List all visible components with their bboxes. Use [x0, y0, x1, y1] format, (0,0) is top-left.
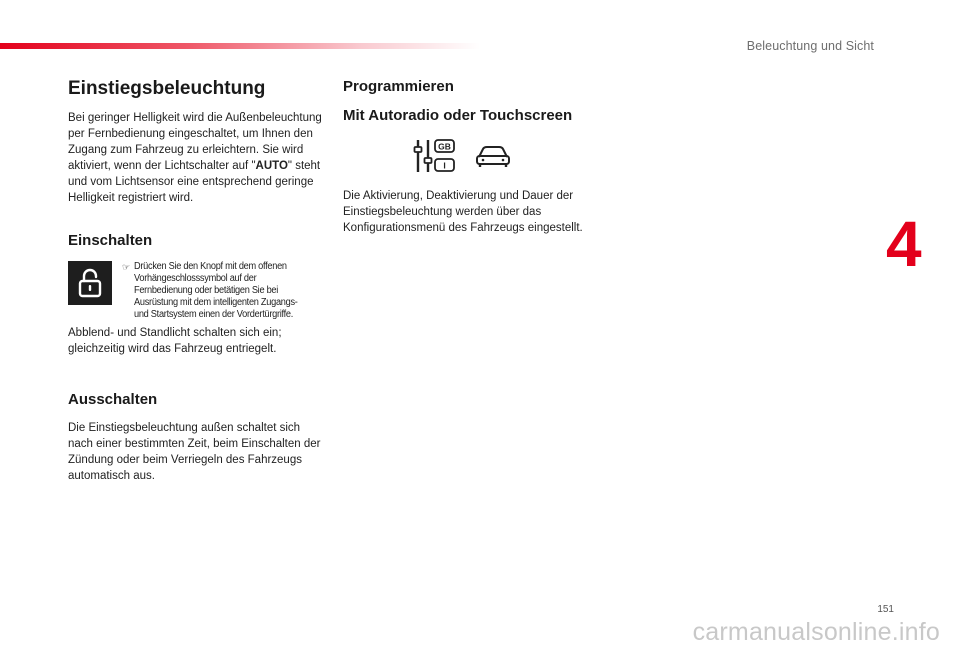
ausschalten-text: Die Einstiegsbeleuchtung außen schaltet sich nach einer bestimmten Zeit, beim Einschalten der Zündung oder beim Verriegeln des Fahrzeugs automatisch aus.	[68, 422, 321, 482]
left-column	[68, 78, 328, 484]
einschalten-result: Abblend- und Standlicht schalten sich ein; gleichzeitig wird das Fahrzeug entriegelt.	[68, 327, 282, 355]
menu-icons	[413, 138, 613, 174]
auto-keyword: AUTO	[255, 160, 288, 172]
step-text: Drücken Sie den Knopf mit dem offenen Vorhängeschlosssymbol auf der Fernbedienung oder betätigen Sie bei Ausrüstung mit dem intelligenten Zugangs- und Startsystem einen der Vordertürgriffe.	[134, 261, 298, 320]
open-padlock-icon	[68, 261, 112, 305]
settings-sliders-icon	[413, 138, 457, 174]
right-column	[343, 78, 613, 236]
running-header: Beleuchtung und Sicht	[746, 39, 874, 53]
intro-paragraph: Bei geringer Helligkeit wird die Außenbeleuchtung per Fernbedienung eingeschaltet, um Ihnen den Zugang zum Fahrzeug zu erleichtern. Sie wird aktiviert, wenn der Lichtschalter auf "AUTO" steht und vom Lichtsensor eine entsprechend geringe Helligkeit registriert wird.	[68, 112, 322, 204]
badge-i: I	[443, 160, 446, 171]
step-instruction	[122, 261, 328, 321]
page-title: Einstiegsbeleuchtung	[68, 78, 266, 99]
chapter-number: 4	[886, 208, 922, 280]
step-row	[68, 261, 328, 321]
section-title-ausschalten: Ausschalten	[68, 391, 158, 408]
subtitle-autoradio: Mit Autoradio oder Touchscreen	[343, 107, 573, 124]
step-marker: ☞	[122, 262, 131, 272]
car-icon	[475, 143, 511, 169]
section-title-programmieren: Programmieren	[343, 78, 454, 95]
programmieren-text: Die Aktivierung, Deaktivierung und Dauer der Einstiegsbeleuchtung werden über das Konfigurationsmenü des Fahrzeugs eingestellt.	[343, 190, 583, 234]
page-number: 151	[877, 604, 894, 615]
badge-gb: GB	[438, 141, 451, 152]
watermark: carmanualsonline.info	[692, 618, 940, 646]
top-accent-bar	[0, 43, 480, 49]
section-title-einschalten: Einschalten	[68, 232, 153, 249]
